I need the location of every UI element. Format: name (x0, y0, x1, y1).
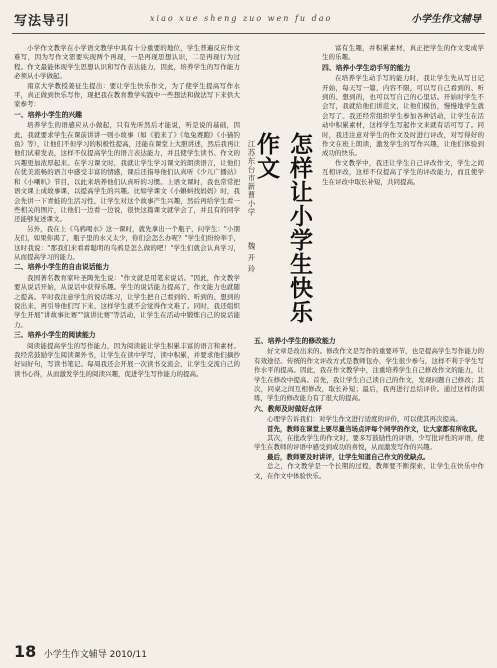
page-number: 18 (14, 642, 37, 661)
article-title: 怎样让小学生快乐作文 (253, 132, 312, 324)
paragraph: 阅读能提高学生的写作能力，因为阅读能让学生积累丰富的语言和素材。我经常鼓励学生阅读课外书，让学生在读中学写，读中积累，并要求他们摘抄好词好句，写读书笔记。每周我还会开展一次读书交流会，让学生交流自己的读书心得，从而激发学生的阅读兴趣，促进学生写作能力的提高。 (14, 341, 240, 378)
paragraph: 心理学告诉我们：对学生作文进行适度的评价，可以使其再次提高。 (267, 415, 462, 424)
left-text-column (14, 44, 240, 634)
section-heading: 一、培养小学生的兴趣 (14, 110, 82, 119)
paragraph: 总之，作文教学是一个长期的过程，教师要不断探索，让学生在快乐中作文，在作文中体验快乐。 (254, 462, 484, 480)
paragraph: 在培养学生动手写的能力时，我让学生先从写日记开始，每天写一篇，内容不限，可以写自己看到的、听到的、想到的，也可以写自己的心里话。开始时学生不会写，我就给他们讲范文，让他们模仿，慢慢地学生就会写了。我还经常组织学生参加各种活动，让学生在活动中积累素材，这样学生写起作文来就有话可写了。同时，我还注意对学生的作文及时进行评改，对写得好的作文在班上朗读，激发学生的写作兴趣，让他们体验到成功的快乐。 (322, 74, 484, 158)
paragraph: 南京大学教授姜征生提出：要让学生快乐作文，为了使学生提高写作水平，真正做到快乐写作，现把我在教育教学实践中一些想法和做法写下来供大家参考： (14, 81, 240, 109)
paragraph: 培养学生的语感应从小做起，只有先听然后才能说，听是说的基础，因此，我就要求学生在课前讲讲一则小故事（如《狼来了》《龟兔赛跑》《小猫钓鱼》等），让他们不但学习的积极性提高，还能在课堂上大胆讲述，然后我再让他们试着发表，这样不仅提高学生的语言表达能力，并且使学生读书、作文的兴趣更加浓厚起来。在学习课文时，我就让学生学习课文的朗读语言，让他们在优美流畅的语言中感受丰富的情感，课后还指导他们认真听《少儿广播站》和《小喇叭》节目，以此来培养他们认真听的习惯。上语文课时，我也常常把语文课上成故事课，以提高学生的兴趣。比如学课文《小蝌蚪找妈妈》时，我会先讲一下青蛙的生活习性，让学生对这个故事产生兴趣，然后再给学生看一些相关的图片，让他们一边看一边说，很快这篇课文就学会了，并且有的同学还能够复述课文。 (14, 121, 240, 224)
magazine-pinyin: xiao xue sheng zuo wen fu dao (150, 14, 333, 23)
publication-info: 小学生作文辅导 2010/11 (43, 650, 147, 660)
header-rule (12, 33, 485, 34)
author-affiliation: 江苏东台市新曹小学 (247, 140, 256, 217)
page-footer (14, 642, 147, 661)
section-heading: 五、培养小学生的修改能力 (254, 337, 336, 345)
section-heading: 四、培养小学生动手写的能力 (322, 63, 411, 72)
section-heading: 六、教师及时做好点评 (254, 404, 322, 413)
paragraph: 我国著名教育家叶圣陶先生说："作文就是用笔来说话。"因此，作文教学要从说话开始，从说话中获得乐趣。学生的说话能力提高了，作文能力也就随之提高。平时我注意学生的说话练习，让学生把自己看到的、听到的、想到的说出来，再引导他们写下来，这样学生就不会觉得作文难了。同时，我还组织学生开展"讲故事比赛""演讲比赛"等活动，让学生在活动中锻炼自己的说话能力。 (14, 273, 240, 329)
paragraph: 富有生趣，并积累素材，真正把学生的作文变成学生的乐趣。 (322, 44, 484, 62)
paragraph: 另外，我在上《乌鸦喝水》这一课时，就先拿出一个瓶子，问学生："小朋友们，如果你渴了，瓶子里的水又太少，你们会怎么办呢？"学生们纷纷举手，这时我说："那我们来看看聪明的乌鸦是怎么做的吧！"学生们就会认真学习，从而提高学习的能力。 (14, 224, 240, 261)
right-lower-text-column (254, 336, 484, 634)
magazine-title: 小学生作文辅导 (411, 14, 481, 25)
page-header (0, 0, 497, 38)
paragraph: 好文章是改出来的。修改作文是写作的重要环节，也是提高学生写作能力的有效途径。传统的作文评改方式是教师包办，学生很少参与，这样不利于学生写作水平的提高。因此，我在作文教学中，注重培养学生自己修改作文的能力，让学生在修改中提高。首先，我让学生自己读自己的作文，发现问题自己修改；其次，同桌之间互相修改，取长补短；最后，我再进行总结评价。通过这样的训练，学生的修改能力有了很大的提高。 (254, 347, 484, 403)
paragraph: 小学作文教学在小学语文教学中具有十分重要的地位，学生普遍反应作文难写，因为写作文需要实现两个再现，一是再现思想认识，二是再现行为过程。作文最能体现学生思想认识和写作表达能力，因此，培养学生的写作能力必须从小学做起。 (14, 44, 240, 81)
paragraph: 作文教学中，我还让学生自己评改作文，学生之间互相评改，这样不仅提高了学生的评改能力，而且使学生在评改中取长补短，共同提高。 (322, 158, 484, 186)
paragraph: 首先，教师在课堂上要尽量当场点评每个同学的作文，让大家都有所收获。 (267, 424, 482, 433)
paragraph: 其次，在批改学生的作文时，要多写鼓励性的评语，少写批评性的评语，使学生在教师的评语中感受到成功的喜悦，从而激发写作的兴趣。 (254, 434, 484, 452)
section-title: 写法导引 (14, 14, 71, 29)
section-heading: 二、培养小学生的自由说话能力 (14, 263, 110, 272)
article-title-block (244, 110, 320, 334)
section-heading: 三、培养小学生的阅读能力 (14, 331, 96, 340)
author-name: 魏开玲 (247, 241, 256, 277)
paragraph: 最后，教师要及时讲评，让学生知道自己作文的优缺点。 (267, 452, 430, 461)
right-text-column (322, 44, 484, 332)
